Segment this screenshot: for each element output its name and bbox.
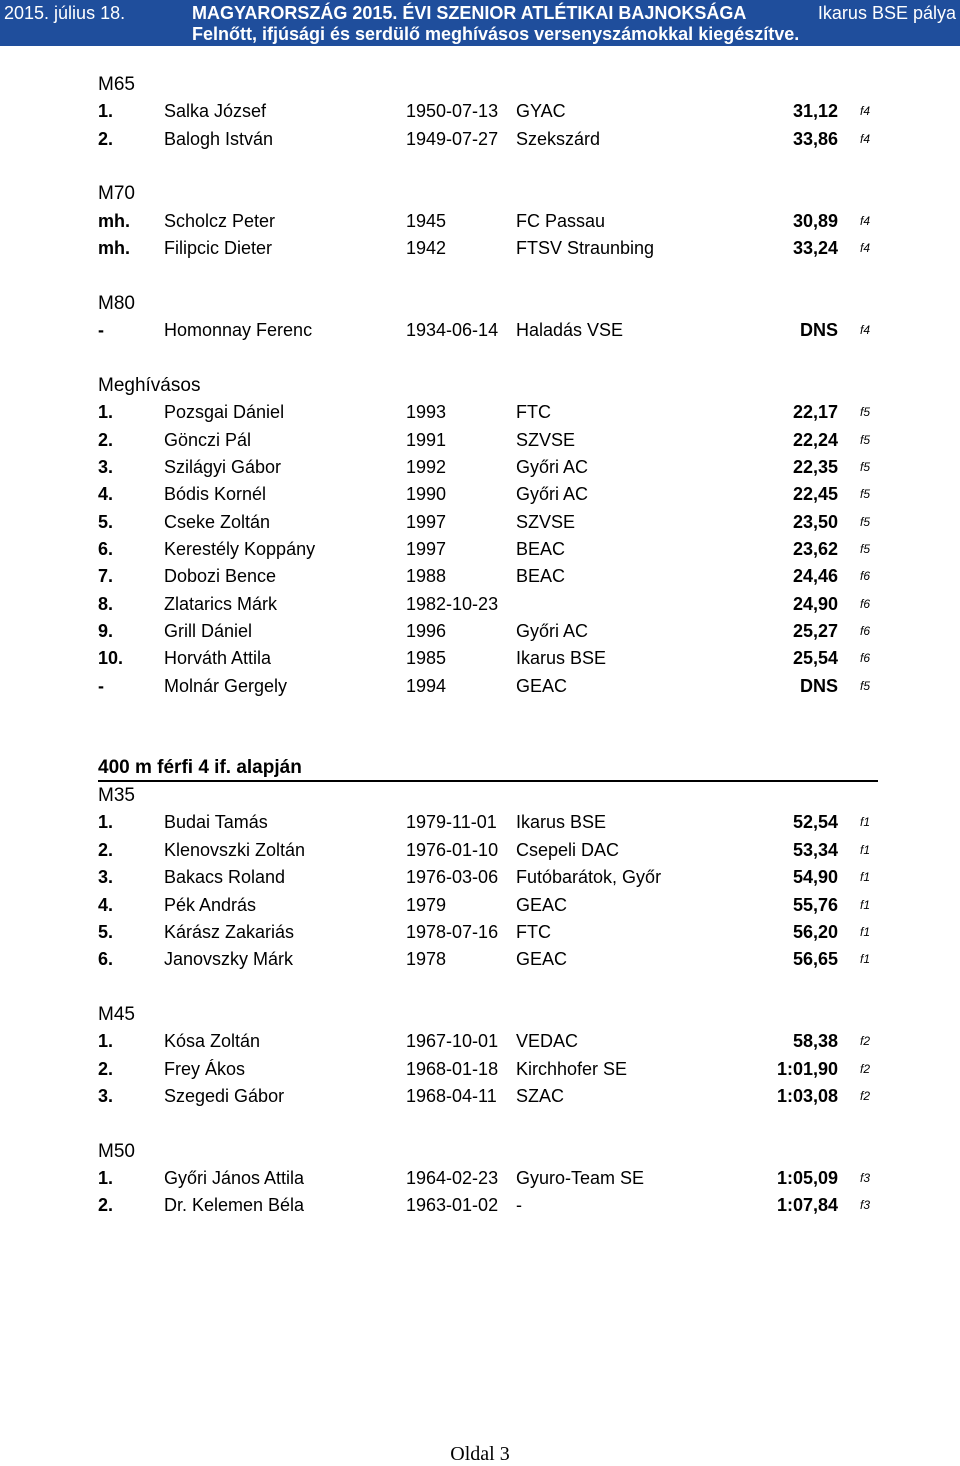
heat-label: f5	[860, 514, 871, 529]
athlete-name: Klenovszki Zoltán	[164, 839, 306, 860]
result-row	[0, 126, 960, 152]
club-name: FTC	[516, 402, 551, 423]
heat-label: f4	[860, 323, 871, 338]
result-place: 1.	[98, 1168, 114, 1188]
result-time: 22,17	[792, 402, 838, 423]
result-row	[0, 673, 960, 699]
result-row	[0, 481, 960, 507]
athlete-name: Kerestély Koppány	[164, 538, 316, 559]
result-row	[0, 1192, 960, 1218]
heat-label: f1	[860, 870, 871, 885]
birth-date: 1982-10-23	[406, 593, 499, 614]
birth-date: 1997	[406, 538, 447, 559]
result-time: 1:07,84	[776, 1195, 838, 1216]
category-heading: M50	[98, 1140, 135, 1162]
result-time: 23,62	[792, 538, 838, 559]
club-name: SZVSE	[516, 511, 576, 532]
result-row	[0, 317, 960, 343]
result-time: 24,46	[792, 566, 838, 587]
heat-label: f5	[860, 459, 871, 474]
result-time: 55,76	[792, 894, 838, 915]
result-time: 22,35	[792, 456, 838, 477]
birth-date: 1950-07-13	[406, 101, 499, 122]
result-time: 52,54	[792, 812, 838, 833]
club-name: FC Passau	[516, 210, 606, 231]
result-time: 25,27	[792, 621, 838, 641]
result-place: 5.	[98, 921, 114, 942]
result-time: 30,89	[792, 210, 838, 231]
result-row	[0, 837, 960, 863]
header-title: MAGYARORSZÁG 2015. ÉVI SZENIOR ATLÉTIKAI BAJNOKSÁGA	[192, 3, 747, 23]
category-heading: M70	[98, 183, 135, 205]
club-name: GEAC	[516, 675, 568, 696]
result-place: 4.	[98, 894, 114, 915]
result-row	[0, 563, 960, 589]
club-name: Csepeli DAC	[516, 839, 620, 860]
result-place: 6.	[98, 538, 114, 559]
athlete-name: Győri János Attila	[164, 1168, 305, 1188]
result-place: 5.	[98, 511, 114, 532]
athlete-name: Salka József	[164, 101, 267, 122]
heat-label: f4	[860, 241, 871, 256]
heat-label: f4	[860, 104, 871, 119]
result-place: 3.	[98, 456, 114, 477]
result-place: mh.	[98, 238, 131, 259]
athlete-name: Szegedi Gábor	[164, 1085, 285, 1106]
result-place: -	[98, 320, 104, 341]
club-name: Haladás VSE	[516, 320, 624, 341]
header-venue: Ikarus BSE pálya	[817, 3, 956, 23]
result-time: 23,50	[792, 511, 838, 532]
birth-date: 1949-07-27	[406, 128, 499, 149]
athlete-name: Grill Dániel	[164, 621, 253, 641]
athlete-name: Molnár Gergely	[164, 675, 288, 696]
athlete-name: Cseke Zoltán	[164, 511, 271, 532]
athlete-name: Janovszky Márk	[164, 949, 294, 970]
athlete-name: Dobozi Bence	[164, 566, 277, 587]
birth-date: 1997	[406, 511, 447, 532]
result-time: 33,86	[792, 128, 838, 149]
club-name: Ikarus BSE	[516, 648, 607, 669]
birth-date: 1991	[406, 429, 447, 450]
athlete-name: Homonnay Ferenc	[164, 320, 313, 341]
heat-label: f1	[860, 842, 871, 857]
result-time: 54,90	[792, 867, 838, 888]
birth-date: 1990	[406, 484, 447, 505]
athlete-name: Budai Tamás	[164, 812, 268, 833]
result-place: 2.	[98, 1058, 114, 1079]
birth-date: 1988	[406, 566, 447, 587]
birth-date: 1968-01-18	[406, 1058, 499, 1079]
heat-label: f1	[860, 897, 871, 912]
result-row	[0, 809, 960, 835]
result-time: 22,24	[792, 429, 838, 450]
heat-label: f6	[860, 569, 871, 584]
result-time: 33,24	[792, 238, 838, 259]
heat-label: f1	[860, 815, 871, 830]
result-place: 4.	[98, 484, 114, 505]
result-row	[0, 399, 960, 425]
result-place: mh.	[98, 210, 131, 231]
result-time: 56,65	[792, 949, 838, 970]
birth-date: 1964-02-23	[406, 1168, 499, 1188]
athlete-name: Pék András	[164, 894, 257, 915]
birth-date: 1942	[406, 238, 447, 259]
result-row	[0, 427, 960, 453]
result-place: 8.	[98, 593, 114, 614]
heat-label: f1	[860, 952, 871, 967]
result-row	[0, 1165, 960, 1191]
result-time: 22,45	[792, 484, 838, 505]
result-place: 2.	[98, 1195, 114, 1216]
birth-date: 1994	[406, 675, 447, 696]
birth-date: 1992	[406, 456, 447, 477]
result-place: 2.	[98, 128, 114, 149]
club-name: BEAC	[516, 566, 566, 587]
result-time: 56,20	[792, 921, 838, 942]
heat-label: f5	[860, 405, 871, 420]
athlete-name: Zlatarics Márk	[164, 593, 278, 614]
result-row	[0, 1083, 960, 1109]
result-time: DNS	[799, 320, 838, 341]
result-row	[0, 864, 960, 890]
athlete-name: Horváth Attila	[164, 648, 272, 669]
birth-date: 1945	[406, 210, 447, 231]
category-heading: M65	[98, 74, 135, 95]
athlete-name: Kárász Zakariás	[164, 921, 295, 942]
result-row	[0, 919, 960, 945]
birth-date: 1978	[406, 949, 447, 970]
birth-date: 1968-04-11	[406, 1085, 497, 1106]
heat-label: f5	[860, 487, 871, 502]
club-name: GEAC	[516, 894, 568, 915]
result-time: 24,90	[792, 593, 838, 614]
result-place: 1.	[98, 101, 114, 122]
event-heading: 400 m férfi 4 if. alapján	[98, 756, 878, 782]
page-header	[0, 0, 960, 46]
result-row	[0, 645, 960, 671]
result-place: 7.	[98, 566, 114, 587]
club-name: BEAC	[516, 538, 566, 559]
athlete-name: Szilágyi Gábor	[164, 456, 282, 477]
birth-date: 1934-06-14	[406, 320, 499, 341]
club-name: VEDAC	[516, 1031, 579, 1052]
result-place: 1.	[98, 402, 114, 423]
athlete-name: Kósa Zoltán	[164, 1031, 261, 1052]
birth-date: 1978-07-16	[406, 921, 499, 942]
athlete-name: Gönczi Pál	[164, 429, 252, 450]
result-place: 6.	[98, 949, 114, 970]
club-name: SZVSE	[516, 429, 576, 450]
result-row	[0, 591, 960, 617]
result-place: 1.	[98, 1031, 114, 1052]
club-name: FTSV Straunbing	[516, 238, 655, 259]
category-heading: M80	[98, 292, 135, 314]
result-time: 31,12	[792, 101, 838, 122]
heat-label: f6	[860, 624, 871, 638]
result-time: 25,54	[792, 648, 838, 669]
birth-date: 1993	[406, 402, 447, 423]
birth-date: 1963-01-02	[406, 1195, 499, 1216]
heat-label: f4	[860, 131, 871, 146]
heat-label: f2	[860, 1061, 871, 1076]
athlete-name: Frey Ákos	[164, 1058, 246, 1079]
result-row	[0, 98, 960, 124]
club-name: GYAC	[516, 101, 566, 122]
birth-date: 1979	[406, 894, 447, 915]
heat-label: f4	[860, 213, 871, 228]
heat-label: f6	[860, 651, 871, 666]
heat-label: f2	[860, 1088, 871, 1103]
result-row	[0, 536, 960, 562]
category-heading: M45	[98, 1003, 135, 1025]
athlete-name: Bódis Kornél	[164, 484, 267, 505]
athlete-name: Bakacs Roland	[164, 867, 286, 888]
page-number: Oldal 3	[450, 1443, 510, 1465]
result-place: 9.	[98, 621, 114, 641]
result-row	[0, 208, 960, 234]
result-row	[0, 235, 960, 261]
club-name: Szekszárd	[516, 128, 601, 149]
birth-date: 1976-03-06	[406, 867, 499, 888]
result-row	[0, 946, 960, 972]
athlete-name: Filipcic Dieter	[164, 238, 273, 259]
heat-label: f3	[860, 1198, 871, 1213]
heat-label: f1	[860, 924, 871, 939]
heat-label: f5	[860, 432, 871, 447]
heat-label: f5	[860, 678, 871, 693]
athlete-name: Dr. Kelemen Béla	[164, 1195, 305, 1216]
result-place: -	[98, 675, 104, 696]
result-place: 1.	[98, 812, 114, 833]
result-time: 1:05,09	[776, 1168, 838, 1188]
result-row	[0, 892, 960, 918]
result-place: 10.	[98, 648, 124, 669]
result-row	[0, 1056, 960, 1082]
club-name: -	[516, 1195, 522, 1216]
athlete-name: Balogh István	[164, 128, 274, 149]
club-name: Győri AC	[516, 621, 589, 641]
club-name: Futóbarátok, Győr	[516, 867, 662, 888]
club-name: Ikarus BSE	[516, 812, 607, 833]
header-date: 2015. július 18.	[4, 3, 126, 23]
category-heading: Meghívásos	[98, 374, 201, 396]
result-row	[0, 618, 960, 644]
heat-label: f2	[860, 1034, 871, 1049]
heat-label: f3	[860, 1171, 871, 1185]
club-name: Győri AC	[516, 456, 589, 477]
heat-label: f5	[860, 541, 871, 556]
result-row	[0, 1028, 960, 1054]
club-name: FTC	[516, 921, 551, 942]
birth-date: 1985	[406, 648, 447, 669]
athlete-name: Pozsgai Dániel	[164, 402, 285, 423]
heat-label: f6	[860, 596, 871, 611]
header-subtitle: Felnőtt, ifjúsági és serdülő meghívásos versenyszámokkal kiegészítve.	[192, 24, 800, 44]
club-name: Kirchhofer SE	[516, 1058, 628, 1079]
birth-date: 1976-01-10	[406, 839, 499, 860]
club-name: GEAC	[516, 949, 568, 970]
result-time: 53,34	[792, 839, 838, 860]
result-place: 3.	[98, 867, 114, 888]
result-time: DNS	[799, 675, 838, 696]
athlete-name: Scholcz Peter	[164, 210, 276, 231]
club-name: Gyuro-Team SE	[516, 1168, 645, 1188]
result-row	[0, 509, 960, 535]
birth-date: 1979-11-01	[406, 812, 497, 833]
result-place: 2.	[98, 429, 114, 450]
result-place: 3.	[98, 1085, 114, 1106]
club-name: Győri AC	[516, 484, 589, 505]
birth-date: 1996	[406, 621, 447, 641]
result-time: 58,38	[792, 1031, 838, 1052]
birth-date: 1967-10-01	[406, 1031, 499, 1052]
category-heading: M35	[98, 785, 135, 807]
club-name: SZAC	[516, 1085, 565, 1106]
result-row	[0, 454, 960, 480]
result-place: 2.	[98, 839, 114, 860]
result-time: 1:03,08	[776, 1085, 838, 1106]
result-time: 1:01,90	[776, 1058, 838, 1079]
